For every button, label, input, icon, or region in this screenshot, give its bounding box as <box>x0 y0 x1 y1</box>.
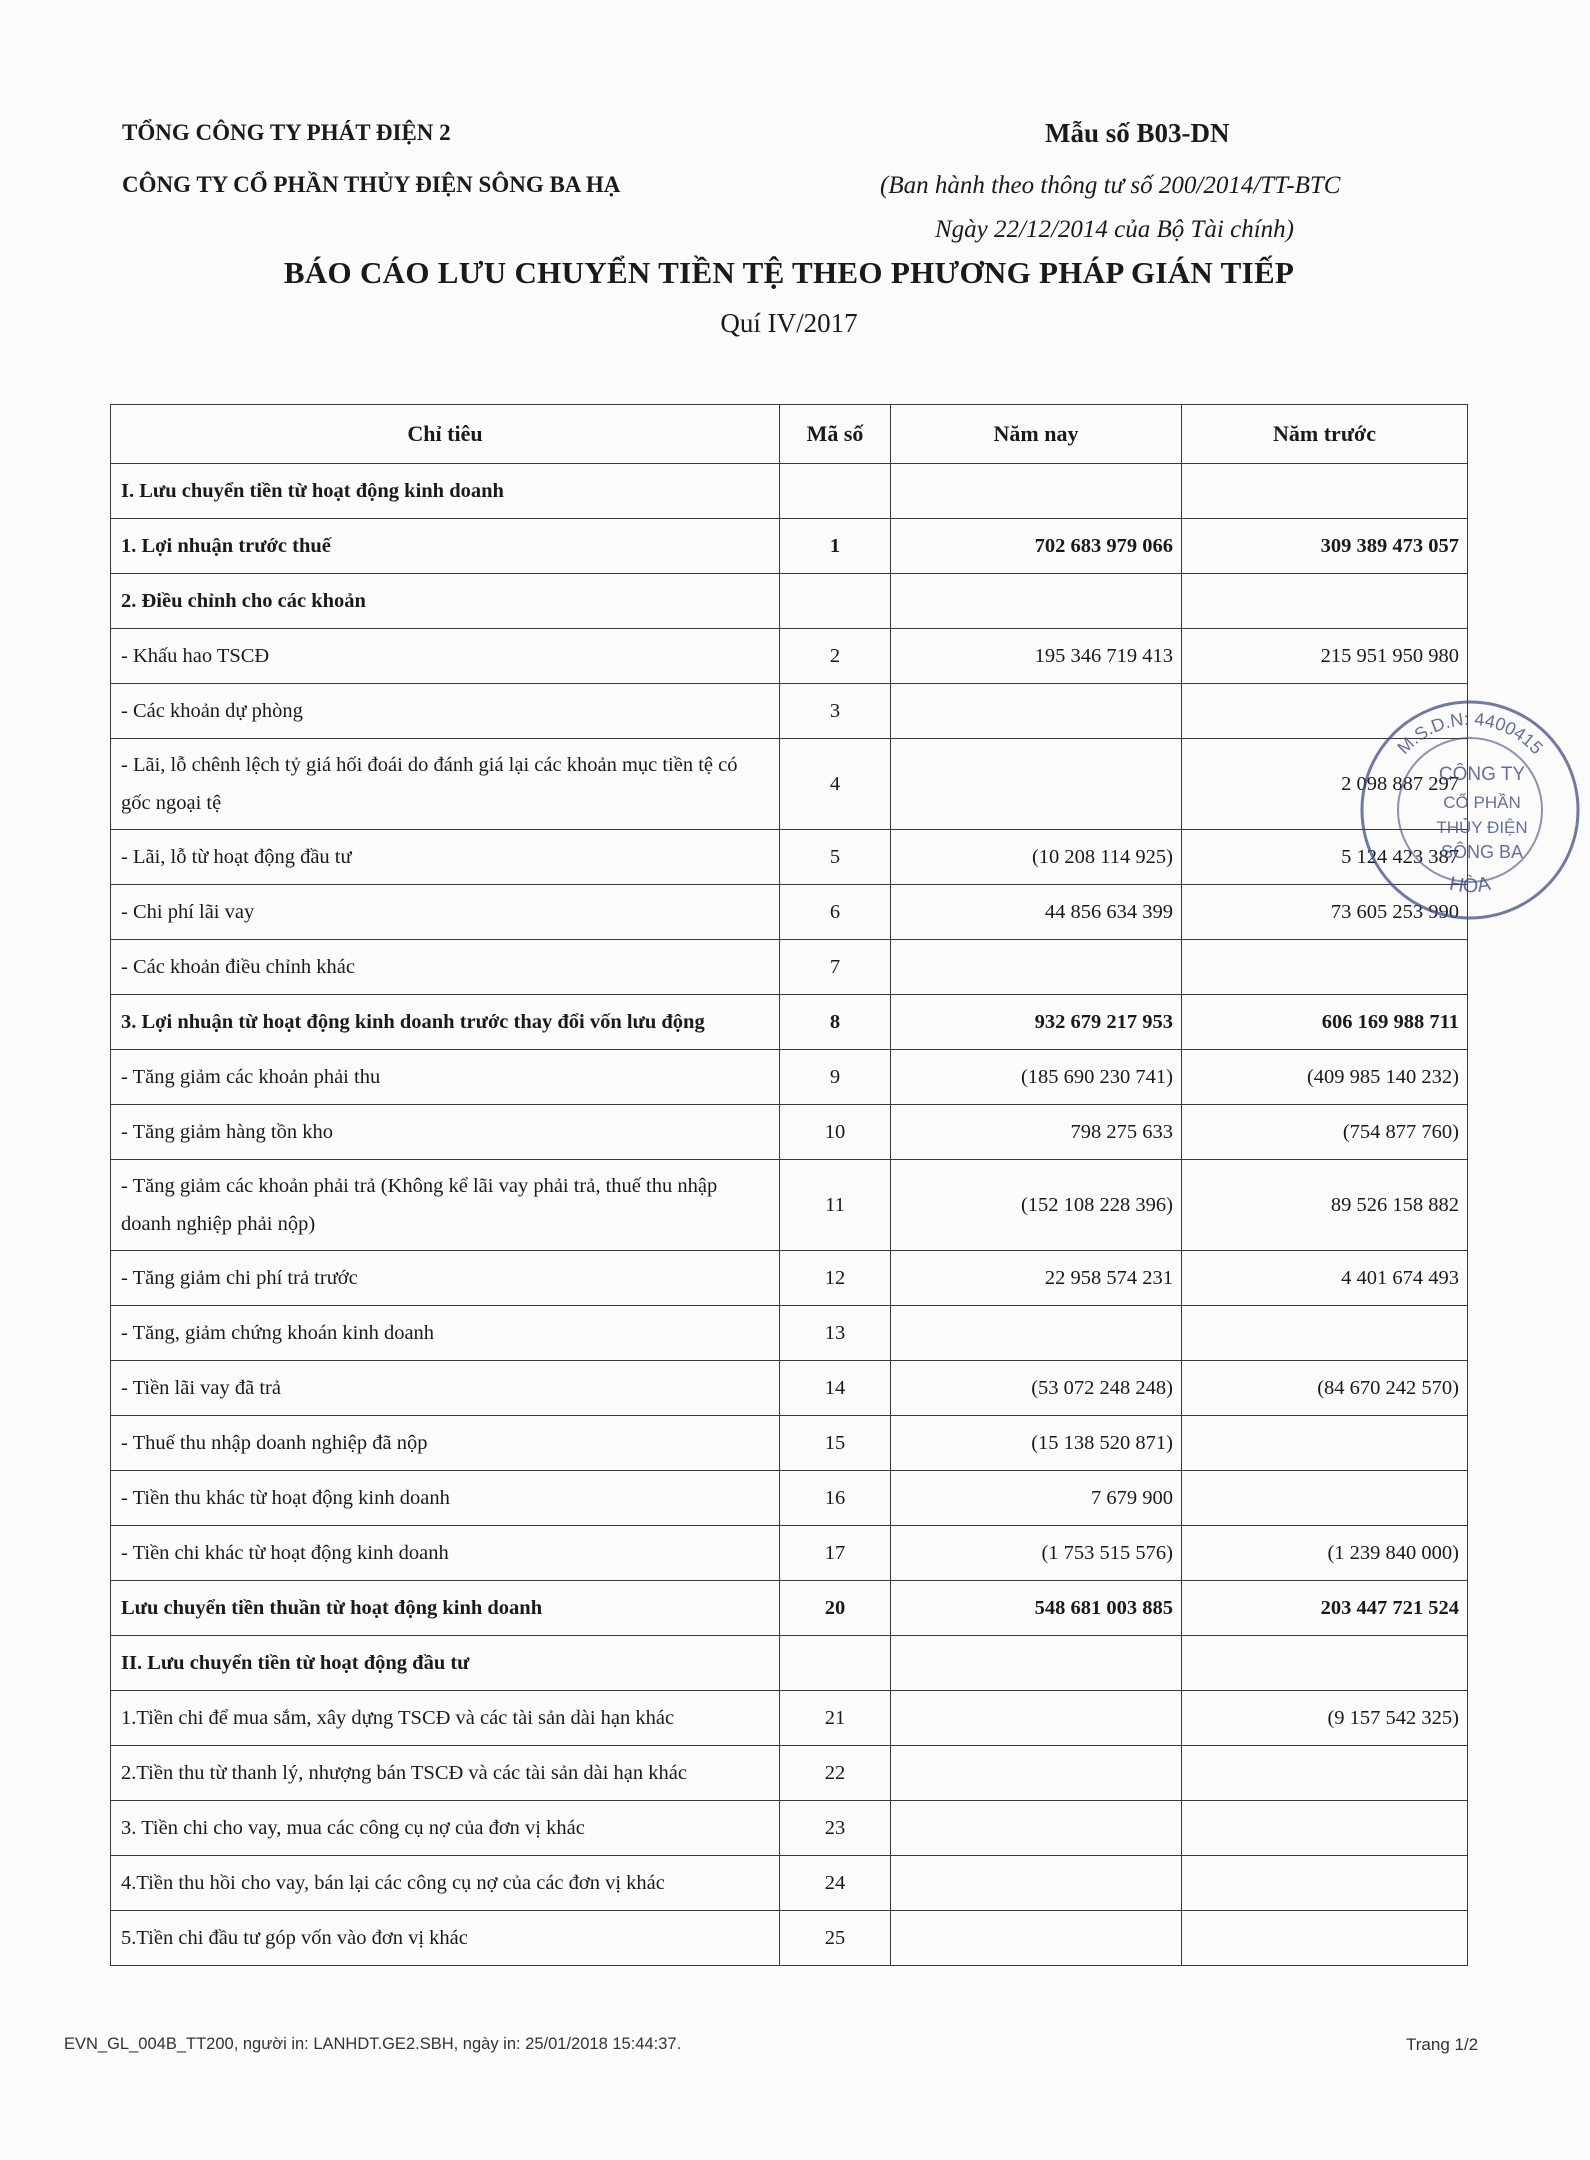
row-prior-year-value: 73 605 253 990 <box>1182 885 1468 940</box>
stamp-text-line-3: SÔNG BA <box>1440 842 1524 862</box>
row-prior-year-value: (9 157 542 325) <box>1182 1691 1468 1746</box>
row-label: - Các khoản điều chỉnh khác <box>111 940 780 995</box>
row-current-year-value <box>891 574 1182 629</box>
table-row <box>111 1416 1468 1471</box>
row-current-year-value: (53 072 248 248) <box>891 1361 1182 1416</box>
row-label: - Tăng, giảm chứng khoán kinh doanh <box>111 1306 780 1361</box>
row-prior-year-value <box>1182 1306 1468 1361</box>
row-current-year-value <box>891 739 1182 830</box>
row-label: II. Lưu chuyển tiền từ hoạt động đầu tư <box>111 1636 780 1691</box>
row-label: - Tiền thu khác từ hoạt động kinh doanh <box>111 1471 780 1526</box>
row-current-year-value: 548 681 003 885 <box>891 1581 1182 1636</box>
row-code: 21 <box>780 1691 891 1746</box>
row-current-year-value: (15 138 520 871) <box>891 1416 1182 1471</box>
row-label: 1. Lợi nhuận trước thuế <box>111 519 780 574</box>
report-period: Quí IV/2017 <box>720 308 858 338</box>
table-row <box>111 940 1468 995</box>
row-label: - Lãi, lỗ từ hoạt động đầu tư <box>111 830 780 885</box>
row-label: - Lãi, lỗ chênh lệch tỷ giá hối đoái do đánh giá lại các khoản mục tiền tệ có gốc ngoại tệ <box>111 739 780 830</box>
table-header-row <box>111 405 1468 464</box>
row-code: 15 <box>780 1416 891 1471</box>
row-prior-year-value: 606 169 988 711 <box>1182 995 1468 1050</box>
row-label: - Tiền lãi vay đã trả <box>111 1361 780 1416</box>
row-current-year-value <box>891 940 1182 995</box>
parent-company-name: TỔNG CÔNG TY PHÁT ĐIỆN 2 <box>122 120 451 145</box>
table-row <box>111 1636 1468 1691</box>
row-label: 3. Tiền chi cho vay, mua các công cụ nợ của đơn vị khác <box>111 1801 780 1856</box>
row-code: 6 <box>780 885 891 940</box>
table-row <box>111 1251 1468 1306</box>
table-row <box>111 464 1468 519</box>
column-header-current-year: Năm nay <box>891 405 1182 464</box>
row-label: 2.Tiền thu từ thanh lý, nhượng bán TSCĐ và các tài sản dài hạn khác <box>111 1746 780 1801</box>
row-current-year-value <box>891 684 1182 739</box>
table-row <box>111 684 1468 739</box>
row-code: 4 <box>780 739 891 830</box>
table-row <box>111 1105 1468 1160</box>
row-code: 2 <box>780 629 891 684</box>
row-current-year-value <box>891 464 1182 519</box>
row-prior-year-value: 5 124 423 387 <box>1182 830 1468 885</box>
row-prior-year-value: (1 239 840 000) <box>1182 1526 1468 1581</box>
table-row <box>111 629 1468 684</box>
row-current-year-value: 44 856 634 399 <box>891 885 1182 940</box>
table-row <box>111 1306 1468 1361</box>
row-code: 14 <box>780 1361 891 1416</box>
table-row <box>111 519 1468 574</box>
stamp-text-line-2: THỦY ĐIỆN <box>1436 818 1528 837</box>
column-header-code: Mã số <box>780 405 891 464</box>
stamp-text-top: M.S.D.N: 4400415 <box>1393 708 1547 759</box>
row-label: 3. Lợi nhuận từ hoạt động kinh doanh trước thay đổi vốn lưu động <box>111 995 780 1050</box>
row-code: 3 <box>780 684 891 739</box>
table-row <box>111 1856 1468 1911</box>
row-code: 11 <box>780 1160 891 1251</box>
row-label: - Tăng giảm hàng tồn kho <box>111 1105 780 1160</box>
row-label: - Các khoản dự phòng <box>111 684 780 739</box>
row-code: 1 <box>780 519 891 574</box>
row-label: Lưu chuyển tiền thuần từ hoạt động kinh doanh <box>111 1581 780 1636</box>
row-label: - Tăng giảm chi phí trả trước <box>111 1251 780 1306</box>
table-row <box>111 1911 1468 1966</box>
row-current-year-value: 195 346 719 413 <box>891 629 1182 684</box>
table-body <box>111 464 1468 1966</box>
stamp-text-line-1: CỔ PHẦN <box>1443 793 1521 812</box>
column-header-prior-year: Năm trước <box>1182 405 1468 464</box>
column-header-item: Chỉ tiêu <box>111 405 780 464</box>
row-current-year-value <box>891 1636 1182 1691</box>
table-row <box>111 885 1468 940</box>
row-prior-year-value <box>1182 1746 1468 1801</box>
print-footer-info: EVN_GL_004B_TT200, người in: LANHDT.GE2.SBH, ngày in: 25/01/2018 15:44:37. <box>64 2035 682 2053</box>
row-code: 23 <box>780 1801 891 1856</box>
row-code: 5 <box>780 830 891 885</box>
table-row <box>111 574 1468 629</box>
row-prior-year-value <box>1182 464 1468 519</box>
row-current-year-value: (1 753 515 576) <box>891 1526 1182 1581</box>
row-prior-year-value: 215 951 950 980 <box>1182 629 1468 684</box>
table-row <box>111 830 1468 885</box>
table-row <box>111 1581 1468 1636</box>
row-current-year-value: (185 690 230 741) <box>891 1050 1182 1105</box>
row-code: 25 <box>780 1911 891 1966</box>
row-current-year-value: 7 679 900 <box>891 1471 1182 1526</box>
table-row <box>111 1160 1468 1251</box>
row-prior-year-value: 2 098 887 297 <box>1182 739 1468 830</box>
row-prior-year-value <box>1182 574 1468 629</box>
row-prior-year-value: 203 447 721 524 <box>1182 1581 1468 1636</box>
row-prior-year-value <box>1182 1636 1468 1691</box>
row-code <box>780 464 891 519</box>
row-code: 9 <box>780 1050 891 1105</box>
row-label: - Tiền chi khác từ hoạt động kinh doanh <box>111 1526 780 1581</box>
row-prior-year-value: (409 985 140 232) <box>1182 1050 1468 1105</box>
row-current-year-value: (152 108 228 396) <box>891 1160 1182 1251</box>
company-stamp <box>1350 690 1590 930</box>
row-prior-year-value: 4 401 674 493 <box>1182 1251 1468 1306</box>
table-row <box>111 995 1468 1050</box>
row-code: 7 <box>780 940 891 995</box>
table-row <box>111 1526 1468 1581</box>
row-code: 24 <box>780 1856 891 1911</box>
table-row <box>111 1691 1468 1746</box>
row-prior-year-value: (754 877 760) <box>1182 1105 1468 1160</box>
row-code: 17 <box>780 1526 891 1581</box>
row-prior-year-value <box>1182 1416 1468 1471</box>
row-current-year-value <box>891 1306 1182 1361</box>
row-prior-year-value <box>1182 1801 1468 1856</box>
table-row <box>111 1471 1468 1526</box>
row-prior-year-value: 89 526 158 882 <box>1182 1160 1468 1251</box>
company-name: CÔNG TY CỔ PHẦN THỦY ĐIỆN SÔNG BA HẠ <box>122 172 621 197</box>
row-code: 16 <box>780 1471 891 1526</box>
row-prior-year-value: (84 670 242 570) <box>1182 1361 1468 1416</box>
row-label: - Tăng giảm các khoản phải thu <box>111 1050 780 1105</box>
report-title: BÁO CÁO LƯU CHUYỂN TIỀN TỆ THEO PHƯƠNG PHÁP GIÁN TIẾP <box>283 255 1295 290</box>
table-row <box>111 1801 1468 1856</box>
stamp-text-bottom: HÒA <box>1447 872 1493 898</box>
row-current-year-value <box>891 1911 1182 1966</box>
table-row <box>111 1050 1468 1105</box>
row-prior-year-value <box>1182 940 1468 995</box>
row-current-year-value: 798 275 633 <box>891 1105 1182 1160</box>
row-label: I. Lưu chuyển tiền từ hoạt động kinh doanh <box>111 464 780 519</box>
row-prior-year-value <box>1182 1471 1468 1526</box>
form-date-note: Ngày 22/12/2014 của Bộ Tài chính) <box>935 216 1294 243</box>
row-current-year-value <box>891 1691 1182 1746</box>
row-prior-year-value <box>1182 1856 1468 1911</box>
page-number: Trang 1/2 <box>1406 2035 1479 2054</box>
row-prior-year-value <box>1182 1911 1468 1966</box>
row-code: 8 <box>780 995 891 1050</box>
row-current-year-value <box>891 1856 1182 1911</box>
row-label: 1.Tiền chi để mua sắm, xây dựng TSCĐ và các tài sản dài hạn khác <box>111 1691 780 1746</box>
row-current-year-value <box>891 1801 1182 1856</box>
row-label: 4.Tiền thu hồi cho vay, bán lại các công cụ nợ của các đơn vị khác <box>111 1856 780 1911</box>
row-code: 12 <box>780 1251 891 1306</box>
row-label: - Thuế thu nhập doanh nghiệp đã nộp <box>111 1416 780 1471</box>
row-code: 22 <box>780 1746 891 1801</box>
row-label: - Tăng giảm các khoản phải trả (Không kể lãi vay phải trả, thuế thu nhập doanh nghiệp phải nộp) <box>111 1160 780 1251</box>
stamp-text-mid: CÔNG TY <box>1438 764 1526 785</box>
row-code <box>780 574 891 629</box>
form-issued-note: (Ban hành theo thông tư số 200/2014/TT-BTC <box>880 172 1341 199</box>
row-code <box>780 1636 891 1691</box>
row-label: - Chi phí lãi vay <box>111 885 780 940</box>
table-row <box>111 739 1468 830</box>
cash-flow-table <box>110 404 1468 1966</box>
row-current-year-value: 702 683 979 066 <box>891 519 1182 574</box>
table-row <box>111 1746 1468 1801</box>
row-label: 5.Tiền chi đầu tư góp vốn vào đơn vị khác <box>111 1911 780 1966</box>
row-current-year-value: 22 958 574 231 <box>891 1251 1182 1306</box>
row-code: 10 <box>780 1105 891 1160</box>
row-code: 13 <box>780 1306 891 1361</box>
row-label: 2. Điều chỉnh cho các khoản <box>111 574 780 629</box>
table-row <box>111 1361 1468 1416</box>
row-current-year-value: (10 208 114 925) <box>891 830 1182 885</box>
form-number: Mẫu số B03-DN <box>1045 118 1230 148</box>
row-current-year-value <box>891 1746 1182 1801</box>
row-prior-year-value: 309 389 473 057 <box>1182 519 1468 574</box>
row-code: 20 <box>780 1581 891 1636</box>
row-label: - Khấu hao TSCĐ <box>111 629 780 684</box>
row-current-year-value: 932 679 217 953 <box>891 995 1182 1050</box>
